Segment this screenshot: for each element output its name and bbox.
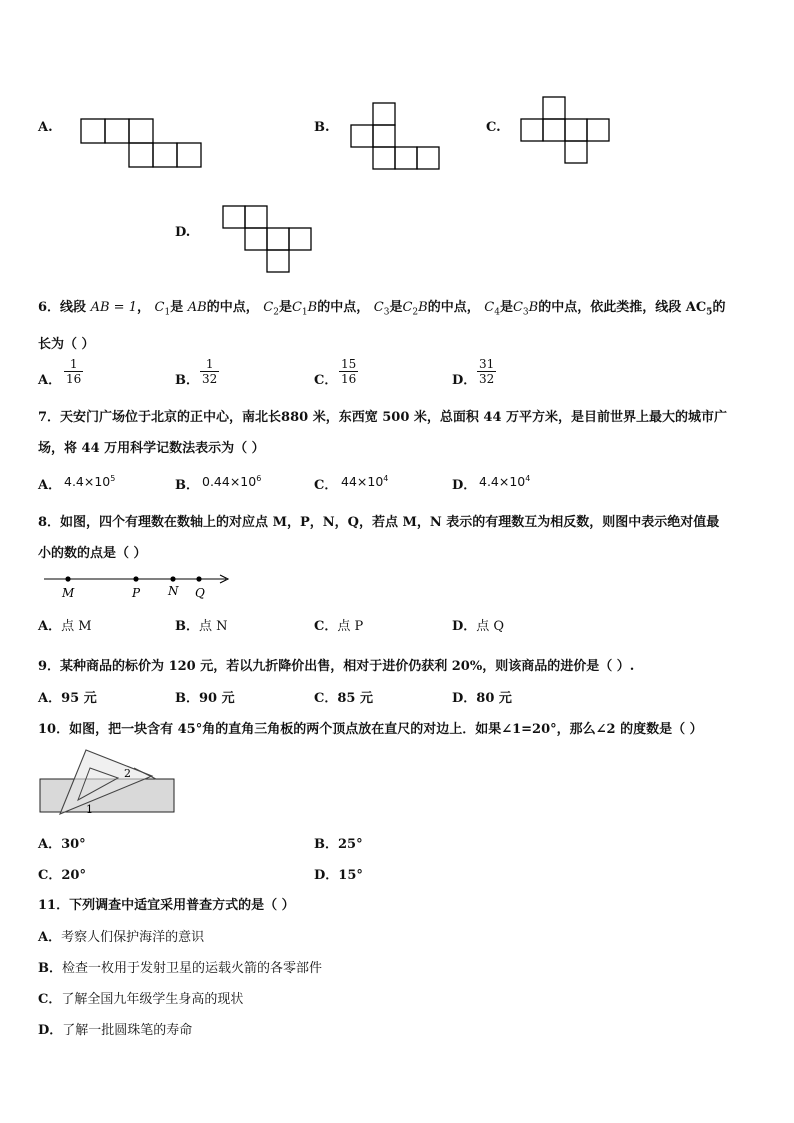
question-7-line-1: 7．天安门广场位于北京的正中心，南北长880 米，东西宽 500 米，总面积 44 万平方米，是目前世界上最大的城市广 bbox=[38, 410, 728, 425]
q6-option-a-label: A． bbox=[38, 373, 62, 388]
option-label-b: B. bbox=[314, 120, 330, 135]
point-q bbox=[196, 576, 201, 581]
q7-option-d-value: $4.4\times 10^4$ bbox=[479, 474, 531, 490]
cube-net-c-icon bbox=[520, 96, 614, 166]
ruler-triangle-figure bbox=[38, 748, 178, 818]
question-6-line-2: 长为（ ） bbox=[38, 337, 95, 352]
angle-label-1: 1 bbox=[86, 803, 93, 816]
q6-option-d-fraction: $\frac{31}{32}$ bbox=[479, 357, 495, 386]
q7-option-b-label: B． bbox=[175, 478, 199, 493]
axis-label-m: M bbox=[62, 586, 75, 600]
q9-option-a: A．95 元 bbox=[38, 691, 97, 706]
cube-net-a-icon bbox=[80, 118, 206, 170]
q6-option-d-label: D． bbox=[452, 373, 477, 388]
q11-option-d: D．了解一批圆珠笔的寿命 bbox=[38, 1023, 193, 1038]
q10-option-d: D．15° bbox=[314, 868, 363, 883]
axis-label-q: Q bbox=[195, 586, 205, 600]
question-10-line-1: 10．如图，把一块含有 45°角的直角三角板的两个顶点放在直尺的对边上．如果∠1=20°，那么∠2 的度数是（ ） bbox=[38, 722, 703, 737]
q8-option-c: C．点 P bbox=[314, 619, 364, 634]
q8-option-b: B．点 N bbox=[175, 619, 228, 634]
q8-option-d: D．点 Q bbox=[452, 619, 505, 634]
q7-option-c-value: $44\times 10^4$ bbox=[341, 474, 389, 490]
point-p bbox=[133, 576, 138, 581]
q7-option-a-label: A． bbox=[38, 478, 62, 493]
point-n bbox=[170, 576, 175, 581]
q7-option-d-label: D． bbox=[452, 478, 477, 493]
question-8-line-2: 小的数的点是（ ） bbox=[38, 546, 147, 561]
question-7-line-2: 场，将 44 万用科学记数法表示为（ ） bbox=[38, 441, 265, 456]
question-6-line-1: 6．线段 AB = 1， $C_1$是 AB的中点， $C_2$是$C_1B$的中点， $C_3$是$C_2B$的中点， $C_4$是$C_3B$的中点，依此类推，线段 $AC_5$的 bbox=[38, 300, 726, 318]
q10-option-a: A．30° bbox=[38, 837, 86, 852]
q7-option-a-value: $4.4\times 10^5$ bbox=[64, 474, 116, 490]
q9-option-b: B．90 元 bbox=[175, 691, 235, 706]
cube-net-b-icon bbox=[350, 102, 470, 172]
q6-option-b-label: B． bbox=[175, 373, 199, 388]
q6-option-b-fraction: $\frac{1}{32}$ bbox=[202, 357, 218, 386]
question-9-line-1: 9．某种商品的标价为 120 元，若以九折降价出售，相对于进价仍获利 20%，则该商品的进价是（ ）. bbox=[38, 659, 635, 674]
q7-option-b-value: $0.44\times 10^6$ bbox=[202, 474, 262, 490]
q6-option-c-fraction: $\frac{15}{16}$ bbox=[341, 357, 357, 386]
number-line-figure bbox=[40, 568, 240, 604]
q10-option-b: B．25° bbox=[314, 837, 363, 852]
question-11-line-1: 11．下列调查中适宜采用普查方式的是（ ） bbox=[38, 898, 295, 913]
q10-option-c: C．20° bbox=[38, 868, 86, 883]
q8-option-a: A．点 M bbox=[38, 619, 92, 634]
option-label-a: A. bbox=[38, 120, 53, 135]
point-m bbox=[65, 576, 70, 581]
question-8-line-1: 8．如图，四个有理数在数轴上的对应点 M，P，N，Q，若点 M，N 表示的有理数互为相反数，则图中表示绝对值最 bbox=[38, 515, 720, 530]
angle-label-2: 2 bbox=[124, 767, 131, 780]
q11-option-a: A．考察人们保护海洋的意识 bbox=[38, 930, 205, 945]
option-label-d: D. bbox=[175, 225, 191, 240]
q6-option-a-fraction: $\frac{1}{16}$ bbox=[66, 357, 82, 386]
q7-option-c-label: C． bbox=[314, 478, 338, 493]
option-label-c: C. bbox=[486, 120, 501, 135]
q9-option-d: D．80 元 bbox=[452, 691, 512, 706]
axis-label-p: P bbox=[132, 586, 141, 600]
q11-option-b: B．检查一枚用于发射卫星的运载火箭的各零部件 bbox=[38, 961, 323, 976]
q11-option-c: C．了解全国九年级学生身高的现状 bbox=[38, 992, 244, 1007]
axis-label-n: N bbox=[168, 584, 179, 598]
cube-net-d-icon bbox=[222, 205, 320, 275]
q9-option-c: C．85 元 bbox=[314, 691, 373, 706]
q6-option-c-label: C． bbox=[314, 373, 338, 388]
